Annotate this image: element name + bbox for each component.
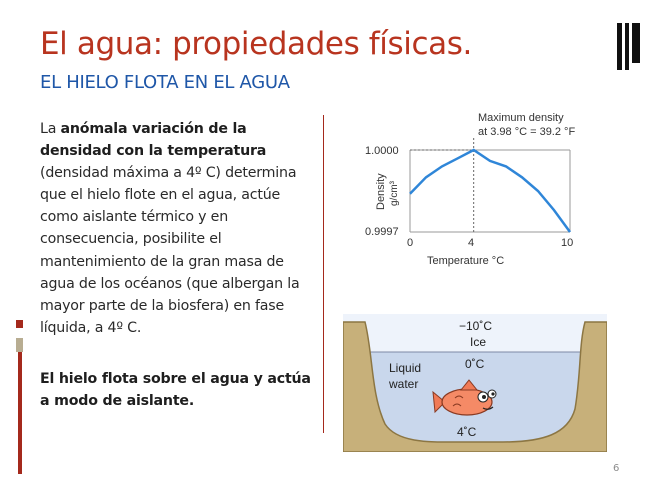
density-chart [360, 108, 590, 268]
y-axis-label-density: Density [375, 173, 387, 210]
paragraph-text-start: La [40, 121, 61, 137]
density-curve [410, 150, 570, 232]
slide-title: El agua: propiedades físicas. [40, 26, 472, 62]
paragraph-emphasis: anómala variación de la densidad con la temperatura [40, 121, 267, 160]
accent-bar-top-right-3 [632, 23, 640, 63]
accent-bar-top-right-1 [617, 23, 622, 70]
x-axis-label: Temperature °C [427, 255, 505, 267]
water-surface-temperature: 0˚C [465, 357, 485, 371]
accent-bar-left [18, 348, 22, 474]
body-paragraph-density [40, 118, 320, 339]
x-tick-label-10: 10 [561, 237, 574, 249]
y-tick-label-max: 1.0000 [365, 145, 399, 157]
accent-bar-top-right-2 [625, 23, 629, 70]
y-axis-label-units: g/cm³ [389, 181, 400, 206]
column-divider [323, 115, 324, 433]
x-tick-label-4: 4 [468, 237, 475, 249]
y-tick-label-min: 0.9997 [365, 226, 399, 238]
ice-temperature: −10˚C [459, 319, 493, 333]
ice-label: Ice [470, 335, 487, 349]
chart-annotation-line-2: at 3.98 °C = 39.2 °F [478, 126, 576, 138]
slide-subtitle: EL HIELO FLOTA EN EL AGUA [40, 72, 290, 93]
accent-square-top [16, 320, 23, 328]
accent-square-bottom [16, 338, 23, 352]
liquid-label-line-2: water [389, 377, 419, 391]
bottom-temperature: 4˚C [457, 425, 477, 439]
liquid-label-line-1: Liquid [389, 361, 422, 375]
chart-annotation-line-1: Maximum density [478, 112, 564, 124]
body-paragraph-ice-floats: El hielo flota sobre el agua y actúa a modo de aislante. [40, 371, 311, 409]
lake-ice-diagram [343, 314, 607, 452]
page-number: 6 [613, 463, 620, 474]
paragraph-text-rest: (densidad máxima a 4º C) determina que el hielo flote en el agua, actúe como aislante térmico y en consecuencia, posibilite el mantenimiento de la gran masa de agua de los océanos (que albergan la mayor parte de la biosfera) en fase líquida, a 4º C. [40, 165, 300, 336]
x-tick-label-0: 0 [407, 237, 414, 249]
